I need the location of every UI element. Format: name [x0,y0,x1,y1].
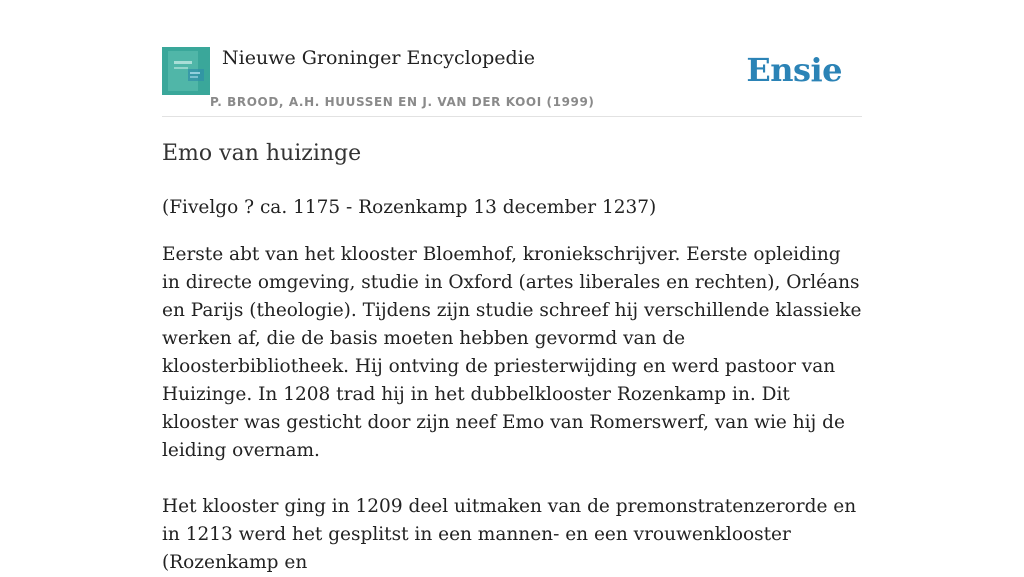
book-title[interactable]: Nieuwe Groninger Encyclopedie [222,47,536,69]
header [162,46,862,117]
book-cover-thumbnail[interactable] [162,47,210,95]
article [162,136,862,577]
entry-lifespan: (Fivelgo ? ca. 1175 - Rozenkamp 13 december 1237) [162,197,657,218]
book-authors: P. BROOD, A.H. HUUSSEN EN J. VAN DER KOOI (1999) [210,95,595,109]
brand-logo[interactable]: Ensie [746,51,842,89]
book-cover-icon [162,47,210,95]
entry-paragraph: Het klooster ging in 1209 deel uitmaken van de premonstratenzerorde en in 1213 werd het gesplitst in een mannen- en een vrouwenklooster (Rozenkamp en [162,496,857,573]
entry-title: Emo van huizinge [162,141,362,166]
entry-paragraph: Eerste abt van het klooster Bloemhof, kroniekschrijver. Eerste opleiding in directe omgeving, studie in Oxford (artes liberales en rechten), Orléans en Parijs (theologie). Tijdens zijn studie schreef hij verschillende klassieke werken af, die de basis moeten hebben gevormd van de kloosterbibliotheek. Hij ontving de priesterwijding en werd pastoor van Huizinge. In 1208 trad hij in het dubbelklooster Rozenkamp in. Dit klooster was gesticht door zijn neef Emo van Romerswerf, van wie hij de leiding overnam. [162,244,862,461]
